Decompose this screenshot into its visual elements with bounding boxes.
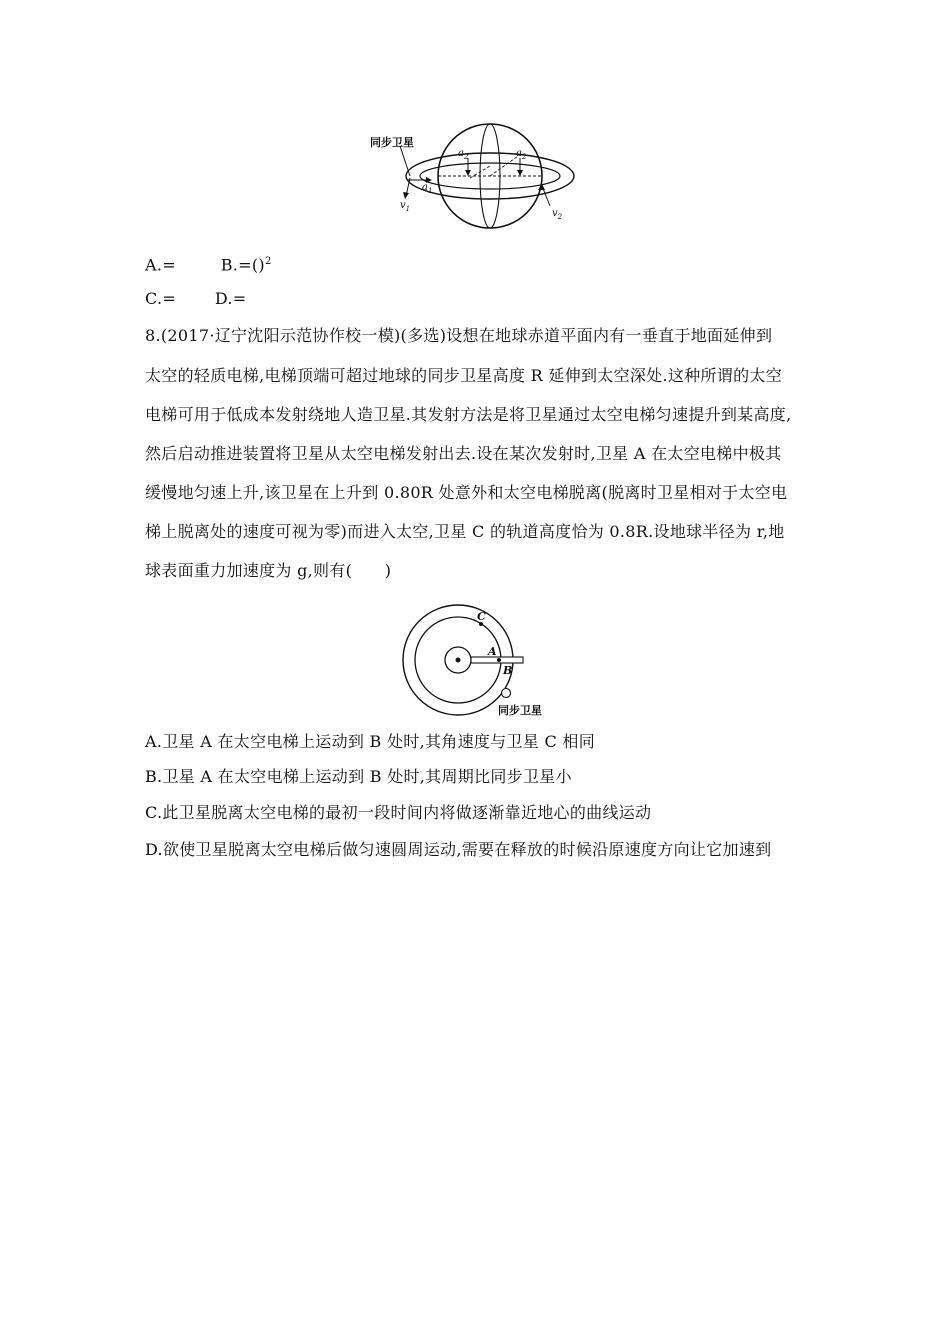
- label-sync-satellite-1: 同步卫星: [370, 136, 414, 149]
- q7-option-b: B.=(): [220, 255, 265, 275]
- q7-option-a: A.=: [145, 255, 176, 275]
- satellite-a-dot: [497, 658, 501, 662]
- q7-option-b-exponent: 2: [264, 256, 272, 267]
- label-a2-right: $a_2$: [516, 148, 527, 161]
- label-a: A: [488, 645, 497, 658]
- label-b: B: [503, 664, 513, 677]
- q8-text-line-4: 然后启动推进装置将卫星从太空电梯发射出去.设在某次发射时,卫星 A 在太空电梯中极其: [145, 444, 782, 463]
- q8-text-line-2: 太空的轻质电梯,电梯顶端可超过地球的同步卫星高度 R 延伸到太空深处.这种所谓的太空: [145, 366, 782, 385]
- label-sync-satellite-2: 同步卫星: [498, 704, 542, 717]
- q8-option-a: A.卫星 A 在太空电梯上运动到 B 处时,其角速度与卫星 C 相同: [145, 732, 595, 751]
- label-v1: $v_1$: [400, 200, 411, 213]
- label-v2: $v_2$: [552, 208, 563, 221]
- q8-text-line-6: 梯上脱离处的速度可视为零)而进入太空,卫星 C 的轨道高度恰为 0.8R.设地球半径为 r,地: [145, 522, 785, 541]
- earth-center-dot: [456, 658, 461, 663]
- q8-option-c: C.此卫星脱离太空电梯的最初一段时间内将做逐渐靠近地心的曲线运动: [145, 803, 652, 822]
- label-a2-left: $a_2$: [458, 148, 469, 161]
- q8-text-line-1: 8.(2017·辽宁沈阳示范协作校一模)(多选)设想在地球赤道平面内有一垂直于地面延伸到: [145, 326, 773, 345]
- label-c: C: [477, 610, 486, 623]
- label-a1: $a_1$: [422, 182, 433, 195]
- sync-satellite: [502, 689, 511, 698]
- q7-options-row-2: [145, 289, 247, 309]
- q8-option-b: B.卫星 A 在太空电梯上运动到 B 处时,其周期比同步卫星小: [145, 767, 572, 786]
- q7-option-d: D.=: [214, 289, 247, 308]
- q8-text-line-7: 球表面重力加速度为 g,则有( ): [145, 561, 392, 580]
- q8-option-d: D.欲使卫星脱离太空电梯后做匀速圆周运动,需要在释放的时候沿原速度方向让它加速到: [145, 840, 772, 859]
- q7-options-row-1: [145, 252, 272, 275]
- q7-option-c: C.=: [145, 289, 177, 308]
- figure-satellite-orbit: [370, 118, 590, 233]
- q8-text-line-5: 缓慢地匀速上升,该卫星在上升到 0.80R 处意外和太空电梯脱离(脱离时卫星相对于太空电: [145, 483, 788, 502]
- q8-text-line-3: 电梯可用于低成本发射绕地人造卫星.其发射方法是将卫星通过太空电梯匀速提升到某高度,: [145, 405, 792, 424]
- figure-space-elevator: [400, 604, 560, 722]
